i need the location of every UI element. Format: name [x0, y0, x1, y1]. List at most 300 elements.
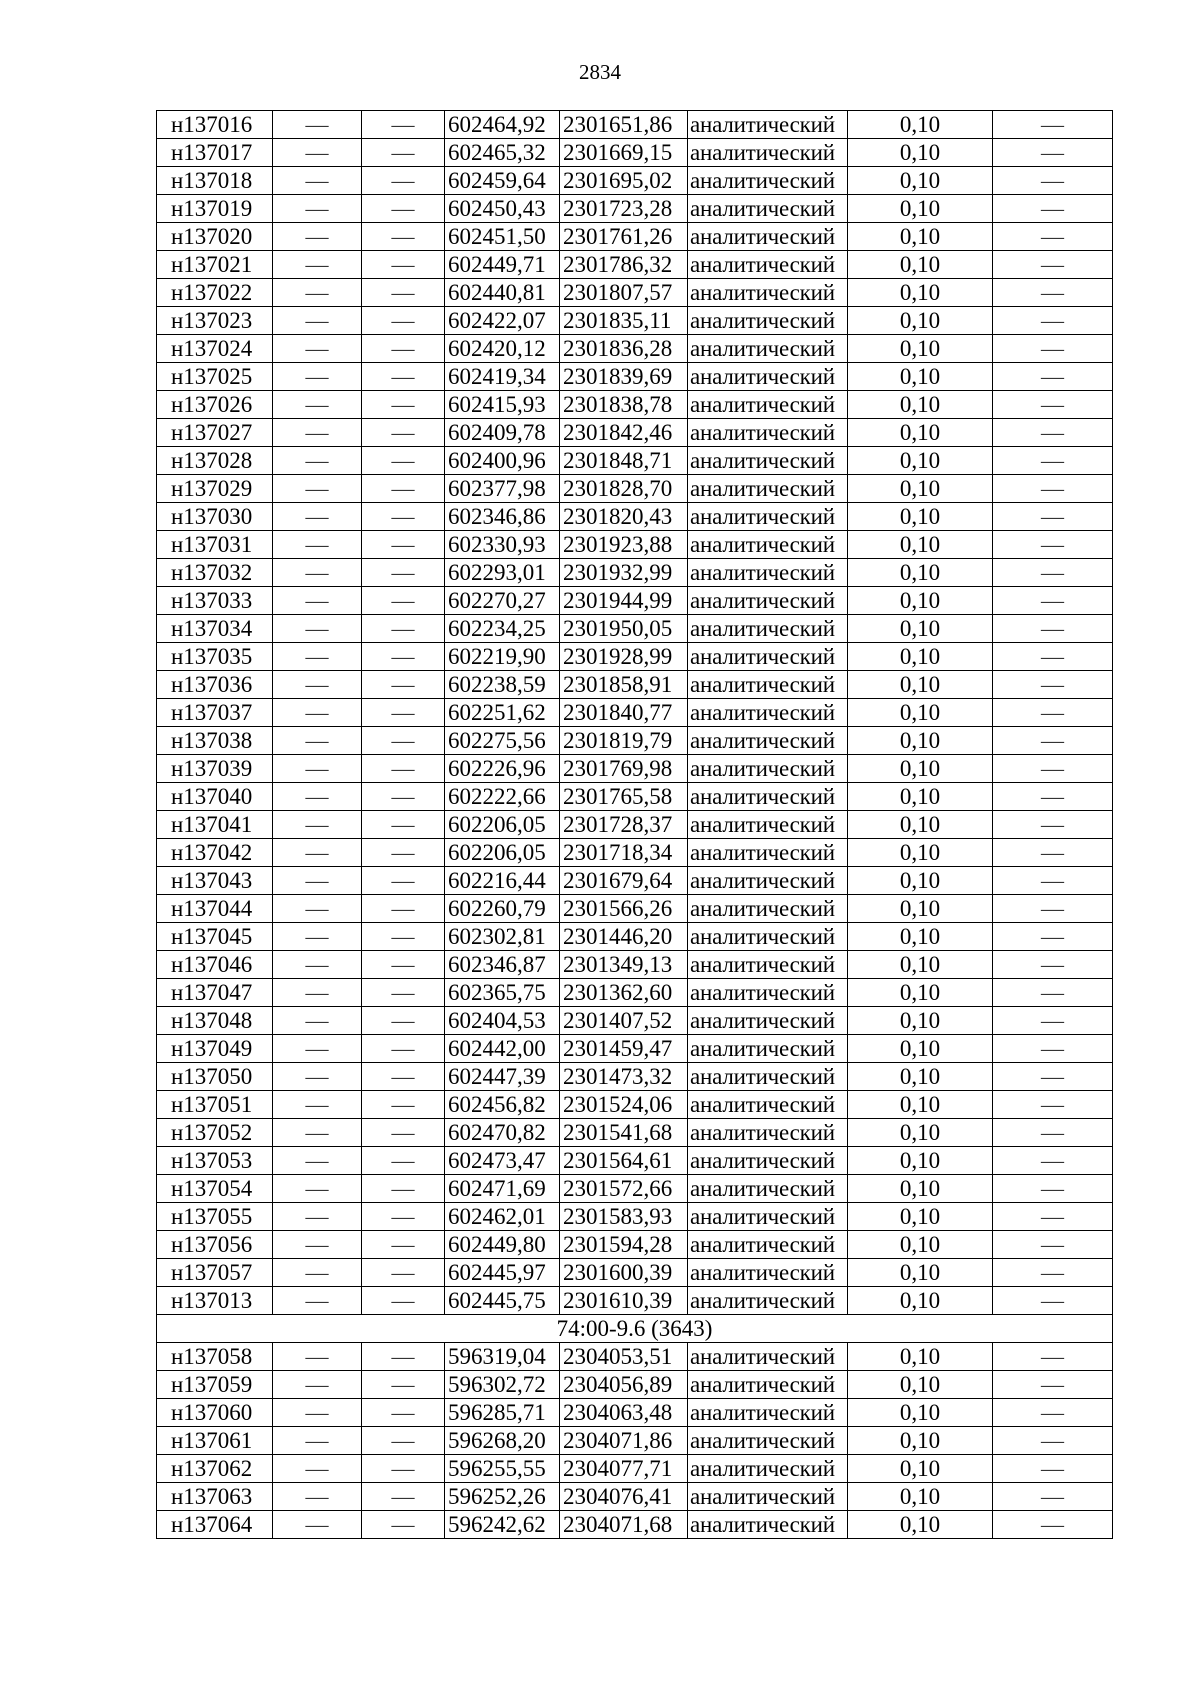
accuracy-cell: 0,10 — [848, 475, 993, 503]
x-coordinate-cell: 602459,64 — [445, 167, 560, 195]
empty-value-cell: — — [993, 1259, 1113, 1287]
empty-value-cell: — — [993, 1007, 1113, 1035]
empty-value-cell: — — [993, 1455, 1113, 1483]
accuracy-cell: 0,10 — [848, 1119, 993, 1147]
x-coordinate-cell: 596242,62 — [445, 1511, 560, 1539]
y-coordinate-cell: 2301446,20 — [560, 923, 688, 951]
x-coordinate-cell: 602206,05 — [445, 811, 560, 839]
table-row — [157, 1343, 1113, 1371]
x-coordinate-cell: 602447,39 — [445, 1063, 560, 1091]
y-coordinate-cell: 2301566,26 — [560, 895, 688, 923]
empty-value-cell: — — [273, 1063, 362, 1091]
y-coordinate-cell: 2301679,64 — [560, 867, 688, 895]
method-cell: аналитический — [688, 1343, 848, 1371]
empty-value-cell: — — [993, 839, 1113, 867]
method-cell: аналитический — [688, 1203, 848, 1231]
empty-value-cell: — — [273, 1483, 362, 1511]
method-cell: аналитический — [688, 419, 848, 447]
point-name-cell: н137027 — [157, 419, 273, 447]
y-coordinate-cell: 2301728,37 — [560, 811, 688, 839]
empty-value-cell: — — [993, 1063, 1113, 1091]
accuracy-cell: 0,10 — [848, 111, 993, 139]
point-name-cell: н137038 — [157, 727, 273, 755]
point-name-cell: н137056 — [157, 1231, 273, 1259]
method-cell: аналитический — [688, 839, 848, 867]
method-cell: аналитический — [688, 139, 848, 167]
point-name-cell: н137050 — [157, 1063, 273, 1091]
table-row — [157, 1007, 1113, 1035]
accuracy-cell: 0,10 — [848, 951, 993, 979]
empty-value-cell: — — [993, 139, 1113, 167]
x-coordinate-cell: 602226,96 — [445, 755, 560, 783]
y-coordinate-cell: 2301836,28 — [560, 335, 688, 363]
empty-value-cell: — — [362, 307, 445, 335]
table-row — [157, 419, 1113, 447]
table-row — [157, 1063, 1113, 1091]
table-row — [157, 1175, 1113, 1203]
x-coordinate-cell: 602451,50 — [445, 223, 560, 251]
x-coordinate-cell: 602260,79 — [445, 895, 560, 923]
empty-value-cell: — — [273, 1455, 362, 1483]
y-coordinate-cell: 2301840,77 — [560, 699, 688, 727]
empty-value-cell: — — [362, 1147, 445, 1175]
table-row — [157, 475, 1113, 503]
point-name-cell: н137055 — [157, 1203, 273, 1231]
accuracy-cell: 0,10 — [848, 447, 993, 475]
point-name-cell: н137046 — [157, 951, 273, 979]
method-cell: аналитический — [688, 979, 848, 1007]
y-coordinate-cell: 2301786,32 — [560, 251, 688, 279]
x-coordinate-cell: 602222,66 — [445, 783, 560, 811]
empty-value-cell: — — [993, 1371, 1113, 1399]
empty-value-cell: — — [362, 335, 445, 363]
y-coordinate-cell: 2301651,86 — [560, 111, 688, 139]
x-coordinate-cell: 602302,81 — [445, 923, 560, 951]
accuracy-cell: 0,10 — [848, 1343, 993, 1371]
x-coordinate-cell: 602206,05 — [445, 839, 560, 867]
y-coordinate-cell: 2301761,26 — [560, 223, 688, 251]
empty-value-cell: — — [362, 1399, 445, 1427]
table-row — [157, 1287, 1113, 1315]
point-name-cell: н137024 — [157, 335, 273, 363]
x-coordinate-cell: 596285,71 — [445, 1399, 560, 1427]
point-name-cell: н137047 — [157, 979, 273, 1007]
empty-value-cell: — — [273, 363, 362, 391]
y-coordinate-cell: 2301928,99 — [560, 643, 688, 671]
empty-value-cell: — — [993, 1175, 1113, 1203]
method-cell: аналитический — [688, 923, 848, 951]
empty-value-cell: — — [993, 307, 1113, 335]
accuracy-cell: 0,10 — [848, 671, 993, 699]
method-cell: аналитический — [688, 1455, 848, 1483]
empty-value-cell: — — [993, 1035, 1113, 1063]
empty-value-cell: — — [273, 167, 362, 195]
empty-value-cell: — — [362, 951, 445, 979]
x-coordinate-cell: 602471,69 — [445, 1175, 560, 1203]
empty-value-cell: — — [362, 979, 445, 1007]
method-cell: аналитический — [688, 391, 848, 419]
empty-value-cell: — — [993, 643, 1113, 671]
empty-value-cell: — — [993, 671, 1113, 699]
point-name-cell: н137030 — [157, 503, 273, 531]
x-coordinate-cell: 602449,80 — [445, 1231, 560, 1259]
table-row — [157, 1259, 1113, 1287]
x-coordinate-cell: 602440,81 — [445, 279, 560, 307]
empty-value-cell: — — [993, 1231, 1113, 1259]
empty-value-cell: — — [993, 447, 1113, 475]
y-coordinate-cell: 2301820,43 — [560, 503, 688, 531]
empty-value-cell: — — [362, 279, 445, 307]
method-cell: аналитический — [688, 1035, 848, 1063]
y-coordinate-cell: 2301583,93 — [560, 1203, 688, 1231]
accuracy-cell: 0,10 — [848, 363, 993, 391]
x-coordinate-cell: 602365,75 — [445, 979, 560, 1007]
accuracy-cell: 0,10 — [848, 727, 993, 755]
empty-value-cell: — — [273, 251, 362, 279]
y-coordinate-cell: 2301765,58 — [560, 783, 688, 811]
accuracy-cell: 0,10 — [848, 699, 993, 727]
table-row — [157, 895, 1113, 923]
accuracy-cell: 0,10 — [848, 1455, 993, 1483]
y-coordinate-cell: 2301473,32 — [560, 1063, 688, 1091]
empty-value-cell: — — [273, 1035, 362, 1063]
point-name-cell: н137053 — [157, 1147, 273, 1175]
y-coordinate-cell: 2304053,51 — [560, 1343, 688, 1371]
method-cell: аналитический — [688, 1231, 848, 1259]
empty-value-cell: — — [993, 251, 1113, 279]
method-cell: аналитический — [688, 223, 848, 251]
method-cell: аналитический — [688, 643, 848, 671]
point-name-cell: н137029 — [157, 475, 273, 503]
method-cell: аналитический — [688, 895, 848, 923]
x-coordinate-cell: 602473,47 — [445, 1147, 560, 1175]
table-row — [157, 979, 1113, 1007]
point-name-cell: н137020 — [157, 223, 273, 251]
accuracy-cell: 0,10 — [848, 1399, 993, 1427]
method-cell: аналитический — [688, 615, 848, 643]
point-name-cell: н137028 — [157, 447, 273, 475]
empty-value-cell: — — [273, 195, 362, 223]
empty-value-cell: — — [273, 1119, 362, 1147]
x-coordinate-cell: 602456,82 — [445, 1091, 560, 1119]
table-row — [157, 951, 1113, 979]
empty-value-cell: — — [362, 1175, 445, 1203]
empty-value-cell: — — [362, 1343, 445, 1371]
empty-value-cell: — — [362, 419, 445, 447]
point-name-cell: н137026 — [157, 391, 273, 419]
empty-value-cell: — — [362, 1063, 445, 1091]
empty-value-cell: — — [362, 923, 445, 951]
empty-value-cell: — — [993, 811, 1113, 839]
x-coordinate-cell: 596319,04 — [445, 1343, 560, 1371]
method-cell: аналитический — [688, 475, 848, 503]
empty-value-cell: — — [993, 699, 1113, 727]
point-name-cell: н137044 — [157, 895, 273, 923]
x-coordinate-cell: 602422,07 — [445, 307, 560, 335]
empty-value-cell: — — [273, 839, 362, 867]
x-coordinate-cell: 602445,75 — [445, 1287, 560, 1315]
empty-value-cell: — — [362, 699, 445, 727]
accuracy-cell: 0,10 — [848, 979, 993, 1007]
empty-value-cell: — — [362, 1035, 445, 1063]
empty-value-cell: — — [362, 1287, 445, 1315]
accuracy-cell: 0,10 — [848, 867, 993, 895]
method-cell: аналитический — [688, 811, 848, 839]
empty-value-cell: — — [273, 1147, 362, 1175]
method-cell: аналитический — [688, 699, 848, 727]
empty-value-cell: — — [993, 1147, 1113, 1175]
y-coordinate-cell: 2304076,41 — [560, 1483, 688, 1511]
y-coordinate-cell: 2301848,71 — [560, 447, 688, 475]
accuracy-cell: 0,10 — [848, 279, 993, 307]
empty-value-cell: — — [993, 503, 1113, 531]
empty-value-cell: — — [993, 1091, 1113, 1119]
empty-value-cell: — — [362, 1483, 445, 1511]
x-coordinate-cell: 602420,12 — [445, 335, 560, 363]
method-cell: аналитический — [688, 1287, 848, 1315]
empty-value-cell: — — [362, 1091, 445, 1119]
empty-value-cell: — — [362, 531, 445, 559]
table-row — [157, 111, 1113, 139]
empty-value-cell: — — [273, 755, 362, 783]
accuracy-cell: 0,10 — [848, 1287, 993, 1315]
x-coordinate-cell: 602251,62 — [445, 699, 560, 727]
x-coordinate-cell: 602442,00 — [445, 1035, 560, 1063]
y-coordinate-cell: 2301828,70 — [560, 475, 688, 503]
point-name-cell: н137037 — [157, 699, 273, 727]
x-coordinate-cell: 602464,92 — [445, 111, 560, 139]
empty-value-cell: — — [362, 727, 445, 755]
point-name-cell: н137017 — [157, 139, 273, 167]
empty-value-cell: — — [273, 1427, 362, 1455]
y-coordinate-cell: 2301524,06 — [560, 1091, 688, 1119]
empty-value-cell: — — [362, 811, 445, 839]
table-row — [157, 867, 1113, 895]
empty-value-cell: — — [362, 755, 445, 783]
accuracy-cell: 0,10 — [848, 615, 993, 643]
x-coordinate-cell: 602404,53 — [445, 1007, 560, 1035]
empty-value-cell: — — [362, 839, 445, 867]
point-name-cell: н137049 — [157, 1035, 273, 1063]
accuracy-cell: 0,10 — [848, 1427, 993, 1455]
empty-value-cell: — — [362, 251, 445, 279]
empty-value-cell: — — [273, 279, 362, 307]
point-name-cell: н137031 — [157, 531, 273, 559]
empty-value-cell: — — [273, 587, 362, 615]
empty-value-cell: — — [273, 531, 362, 559]
method-cell: аналитический — [688, 111, 848, 139]
section-title: 74:00-9.6 (3643) — [157, 1315, 1113, 1343]
empty-value-cell: — — [362, 1455, 445, 1483]
empty-value-cell: — — [273, 223, 362, 251]
x-coordinate-cell: 602234,25 — [445, 615, 560, 643]
table-row — [157, 811, 1113, 839]
table-row — [157, 223, 1113, 251]
point-name-cell: н137022 — [157, 279, 273, 307]
table-row — [157, 1455, 1113, 1483]
accuracy-cell: 0,10 — [848, 531, 993, 559]
table-row — [157, 195, 1113, 223]
accuracy-cell: 0,10 — [848, 1371, 993, 1399]
accuracy-cell: 0,10 — [848, 1035, 993, 1063]
point-name-cell: н137043 — [157, 867, 273, 895]
table-row — [157, 447, 1113, 475]
method-cell: аналитический — [688, 195, 848, 223]
accuracy-cell: 0,10 — [848, 1007, 993, 1035]
point-name-cell: н137059 — [157, 1371, 273, 1399]
empty-value-cell: — — [273, 1091, 362, 1119]
empty-value-cell: — — [362, 587, 445, 615]
empty-value-cell: — — [993, 531, 1113, 559]
empty-value-cell: — — [362, 167, 445, 195]
x-coordinate-cell: 602275,56 — [445, 727, 560, 755]
x-coordinate-cell: 602270,27 — [445, 587, 560, 615]
y-coordinate-cell: 2301858,91 — [560, 671, 688, 699]
x-coordinate-cell: 596255,55 — [445, 1455, 560, 1483]
table-row — [157, 1231, 1113, 1259]
empty-value-cell: — — [993, 195, 1113, 223]
empty-value-cell: — — [362, 559, 445, 587]
method-cell: аналитический — [688, 1399, 848, 1427]
table-row — [157, 1119, 1113, 1147]
empty-value-cell: — — [993, 895, 1113, 923]
table-row — [157, 699, 1113, 727]
y-coordinate-cell: 2304071,86 — [560, 1427, 688, 1455]
y-coordinate-cell: 2301944,99 — [560, 587, 688, 615]
point-name-cell: н137032 — [157, 559, 273, 587]
table-row — [157, 1511, 1113, 1539]
empty-value-cell: — — [993, 1427, 1113, 1455]
empty-value-cell: — — [273, 475, 362, 503]
point-name-cell: н137042 — [157, 839, 273, 867]
empty-value-cell: — — [273, 1231, 362, 1259]
table-row — [157, 279, 1113, 307]
point-name-cell: н137060 — [157, 1399, 273, 1427]
method-cell: аналитический — [688, 755, 848, 783]
table-row — [157, 307, 1113, 335]
method-cell: аналитический — [688, 1427, 848, 1455]
y-coordinate-cell: 2301349,13 — [560, 951, 688, 979]
point-name-cell: н137034 — [157, 615, 273, 643]
coordinates-table — [156, 110, 1113, 1539]
accuracy-cell: 0,10 — [848, 559, 993, 587]
table-row — [157, 503, 1113, 531]
point-name-cell: н137051 — [157, 1091, 273, 1119]
table-row — [157, 335, 1113, 363]
accuracy-cell: 0,10 — [848, 167, 993, 195]
x-coordinate-cell: 602293,01 — [445, 559, 560, 587]
empty-value-cell: — — [273, 727, 362, 755]
point-name-cell: н137036 — [157, 671, 273, 699]
empty-value-cell: — — [993, 867, 1113, 895]
x-coordinate-cell: 602409,78 — [445, 419, 560, 447]
empty-value-cell: — — [993, 727, 1113, 755]
table-row — [157, 363, 1113, 391]
accuracy-cell: 0,10 — [848, 139, 993, 167]
y-coordinate-cell: 2301838,78 — [560, 391, 688, 419]
point-name-cell: н137048 — [157, 1007, 273, 1035]
y-coordinate-cell: 2301819,79 — [560, 727, 688, 755]
accuracy-cell: 0,10 — [848, 1063, 993, 1091]
empty-value-cell: — — [362, 1231, 445, 1259]
accuracy-cell: 0,10 — [848, 503, 993, 531]
accuracy-cell: 0,10 — [848, 1147, 993, 1175]
table-row — [157, 559, 1113, 587]
empty-value-cell: — — [273, 951, 362, 979]
method-cell: аналитический — [688, 1007, 848, 1035]
accuracy-cell: 0,10 — [848, 223, 993, 251]
empty-value-cell: — — [362, 1119, 445, 1147]
point-name-cell: н137023 — [157, 307, 273, 335]
y-coordinate-cell: 2301541,68 — [560, 1119, 688, 1147]
point-name-cell: н137054 — [157, 1175, 273, 1203]
empty-value-cell: — — [362, 111, 445, 139]
method-cell: аналитический — [688, 251, 848, 279]
x-coordinate-cell: 602462,01 — [445, 1203, 560, 1231]
accuracy-cell: 0,10 — [848, 1231, 993, 1259]
method-cell: аналитический — [688, 531, 848, 559]
point-name-cell: н137021 — [157, 251, 273, 279]
empty-value-cell: — — [362, 223, 445, 251]
table-row — [157, 783, 1113, 811]
table-row — [157, 1147, 1113, 1175]
method-cell: аналитический — [688, 1259, 848, 1287]
x-coordinate-cell: 602419,34 — [445, 363, 560, 391]
empty-value-cell: — — [993, 1287, 1113, 1315]
accuracy-cell: 0,10 — [848, 755, 993, 783]
empty-value-cell: — — [273, 111, 362, 139]
y-coordinate-cell: 2304077,71 — [560, 1455, 688, 1483]
method-cell: аналитический — [688, 279, 848, 307]
empty-value-cell: — — [273, 867, 362, 895]
empty-value-cell: — — [273, 1399, 362, 1427]
empty-value-cell: — — [273, 503, 362, 531]
empty-value-cell: — — [993, 559, 1113, 587]
empty-value-cell: — — [993, 111, 1113, 139]
empty-value-cell: — — [273, 699, 362, 727]
empty-value-cell: — — [993, 335, 1113, 363]
accuracy-cell: 0,10 — [848, 1259, 993, 1287]
y-coordinate-cell: 2304056,89 — [560, 1371, 688, 1399]
y-coordinate-cell: 2301723,28 — [560, 195, 688, 223]
method-cell: аналитический — [688, 559, 848, 587]
point-name-cell: н137058 — [157, 1343, 273, 1371]
point-name-cell: н137018 — [157, 167, 273, 195]
y-coordinate-cell: 2301594,28 — [560, 1231, 688, 1259]
method-cell: аналитический — [688, 587, 848, 615]
empty-value-cell: — — [273, 307, 362, 335]
accuracy-cell: 0,10 — [848, 307, 993, 335]
table-row — [157, 839, 1113, 867]
point-name-cell: н137052 — [157, 1119, 273, 1147]
accuracy-cell: 0,10 — [848, 839, 993, 867]
table-row — [157, 391, 1113, 419]
table-row — [157, 1371, 1113, 1399]
method-cell: аналитический — [688, 1091, 848, 1119]
y-coordinate-cell: 2301932,99 — [560, 559, 688, 587]
empty-value-cell: — — [362, 783, 445, 811]
empty-value-cell: — — [362, 139, 445, 167]
point-name-cell: н137035 — [157, 643, 273, 671]
empty-value-cell: — — [273, 1259, 362, 1287]
y-coordinate-cell: 2301600,39 — [560, 1259, 688, 1287]
table-row — [157, 615, 1113, 643]
method-cell: аналитический — [688, 363, 848, 391]
method-cell: аналитический — [688, 727, 848, 755]
empty-value-cell: — — [993, 1343, 1113, 1371]
y-coordinate-cell: 2301950,05 — [560, 615, 688, 643]
method-cell: аналитический — [688, 1371, 848, 1399]
